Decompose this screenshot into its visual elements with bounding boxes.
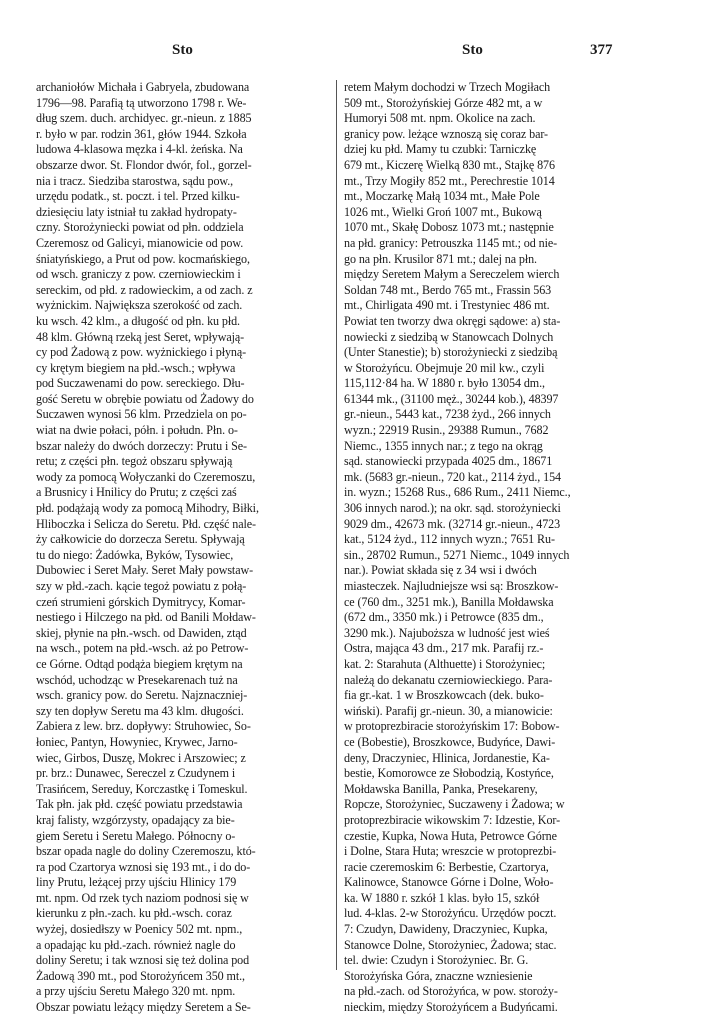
text-line: Humoryi 508 mt. npm. Okolice na zach. [344,111,536,126]
text-line: mk. (5683 gr.-nieun., 720 kat., 2114 żyd., 154 [344,469,561,484]
text-line: 509 mt., Storożyńskiej Górze 482 mt, a w [344,95,543,110]
header-center-keyword: Sto [462,42,483,58]
text-line: wyżnickim. Największa szerokość od zach. [36,298,243,313]
text-line: ce Górne. Odtąd podąża biegiem krętym na [36,656,243,671]
text-line: (Unter Stanestie); b) storożyniecki z siedzibą [344,345,558,360]
text-line: Czeremosz od Galicyi, mianowicie od pow. [36,235,244,250]
text-line: 48 klm. Główną rzeką jest Seret, wpływają- [36,329,245,344]
text-line: 1070 mt., Skałę Dobosz 1073 mt.; następnie [344,220,554,235]
text-line: ce (Bobestie), Broszkowce, Budyńce, Dawi- [344,734,556,749]
text-line: nar.). Powiat składa się z 34 wsi i dwóch [344,563,537,578]
text-line: i Dolne, Stara Huta; wreszcie w protoprezbi- [344,844,557,859]
text-line: Obszar powiatu leżący między Seretem a Se- [36,1000,251,1015]
text-line: urzędu podatk., st. poczt. i tel. Przed kilku- [36,189,240,204]
text-line: pod Suczawenami do pow. sereckiego. Dłu- [36,376,245,391]
text-line: ży całkowicie do dorzecza Seretu. Spływają [36,532,245,547]
text-line: 61344 mk., (31100 męż., 30244 kob.), 48397 [344,391,559,406]
text-line: dług szem. duch. archidyec. gr.-nieun. z 1885 [36,111,252,126]
text-line: 1026 mt., Wielki Groń 1007 mt., Bukową [344,204,542,219]
text-line: 679 mt., Kiczerę Wielką 830 mt., Stajkę 876 [344,157,555,172]
text-line: dziej ku płd. Mamy tu czubki: Tarniczkę [344,142,537,157]
text-line: płd. podążają wody za pomocą Mihodry, Biłki, [36,501,259,516]
text-line: między Seretem Małym a Sereczelem wierch [344,267,560,282]
text-line: gr.-nieun., 5443 kat., 7238 żyd., 266 innych [344,407,551,422]
column-divider [336,80,337,970]
text-line: wsch. granicy pow. do Seretu. Najznaczniej- [36,688,248,703]
text-line: cy krętym biegiem na płd.-wsch.; wpływa [36,360,236,375]
text-line: 306 innych narod.); na okr. sąd. storożyniecki [344,501,561,516]
text-line: 9029 dm., 42673 mk. (32714 gr.-nieun., 4723 [344,516,561,531]
text-line: w Storożyńcu. Obejmuje 20 mil kw., czyli [344,360,545,375]
text-line: pr. brz.: Dunawec, Sereczel z Czudynem i [36,766,236,781]
text-line: fia gr.-kat. 1 w Broszkowcach (dek. buko- [344,688,544,703]
text-line: skiej, płynie na płn.-wsch. od Dawiden, ztąd [36,625,247,640]
text-line: 7: Czudyn, Dawideny, Draczyniec, Kupka, [344,922,548,937]
text-line: cy pod Żadową z pow. wyżnickiego i płyną- [36,345,247,360]
text-line: Ropcze, Storożyniec, Suczaweny i Żadowa; w [344,797,565,812]
text-line: łoniec, Pantyn, Howyniec, Krywec, Jarno- [36,734,238,749]
text-line: mt., Moczarkę Małą 1034 mt., Małe Pole [344,189,540,204]
text-line: nowiecki z siedzibą w Stanowcach Dolnych [344,329,554,344]
text-line: Mołdawska Banilla, Panka, Presekareny, [344,781,538,796]
text-line: wiński). Parafij gr.-nieun. 30, a mianowicie: [344,703,553,718]
text-line: wody za pomocą Wołyczanki do Czeremoszu, [36,469,256,484]
text-line: lud. 4-klas. 2-w Storożyńcu. Urzędów poczt. [344,906,557,921]
text-line: na wsch., potem na płd.-wsch. aż po Petrow- [36,641,249,656]
text-line: Storożyńska Góra, znaczne wzniesienie [344,968,533,983]
text-line: szy w płd.-zach. kącie tegoż powiatu z połą- [36,579,247,593]
text-line: retem Małym dochodzi w Trzech Mogiłach [344,80,551,94]
text-line: in. wyzn.; 15268 Rus., 686 Rum., 2411 Niemc., [344,485,571,500]
text-line: mt., Trzy Mogiły 852 mt., Perechrestie 1014 [344,173,555,188]
text-line: ce (760 dm., 3251 mk.), Banilla Mołdawska [344,594,554,609]
text-line: retu; z części płn. tegoż obszaru spływają [36,454,233,469]
text-line: doliny Seretu; i tak wznosi się też dolina pod [36,953,250,968]
text-line: (672 dm., 3350 mk.) i Petrowce (835 dm., [344,610,544,625]
text-line: Zabiera z lew. brz. dopływy: Struhowiec, So- [36,719,251,734]
text-line: szy ten dopływ Seretu ma 43 klm. długości. [36,703,244,718]
text-line: Stanowce Dolne, Storożyniec, Żadowa; stac. [344,937,557,952]
text-line: na płd. granicy: Petrouszka 1145 mt.; od nie- [344,235,558,250]
text-line: nestiego i Hilczego na płd. od Banili Mołdaw- [36,610,256,625]
text-line: kat. 2: Starahuta (Althuette) i Storożyniec; [344,656,546,671]
text-line: wiec, Girbos, Duszę, Mokrec i Arszowiec; z [36,750,246,765]
header-left-keyword: Sto [172,42,193,58]
text-line: mt., Chirligata 490 mt. i Trestyniec 486 mt. [344,298,550,313]
text-line: tel. dwie: Czudyn i Storożyniec. Br. G. [344,953,529,968]
text-line: nieckim, między Storożyńcem a Budyńcami. [344,1000,558,1015]
text-line: racie czeremoskim 6: Berbestie, Czartorya, [344,859,549,874]
left-column [36,80,326,1016]
text-line: ra pod Czartorya wznosi się 193 mt., i do do- [36,859,251,874]
text-line: od wsch. graniczy z pow. czerniowieckim i [36,267,241,282]
text-line: sin., 28702 Rumun., 5271 Niemc., 1049 innych [344,547,570,562]
text-line: ka. W 1880 r. szkół 1 klas. było 15, szkół [344,890,540,905]
text-line: 1796—98. Parafią tą utworzono 1798 r. We- [36,95,247,110]
text-line: śniatyńskiego, a Prut od pow. kocmańskiego, [36,251,250,266]
text-line: wyzn.; 22919 Rusin., 29388 Rumun., 7682 [344,423,549,438]
text-line: a Brusnicy i Hnilicy do Prutu; z części zaś [36,485,237,500]
text-line: ku wsch. 42 klm., a długość od płn. ku płd. [36,313,240,328]
text-line: granicy pow. leżące wznoszą się coraz bar- [344,126,548,141]
page-header [0,42,720,64]
text-line: liny Prutu, leżącej przy ujściu Hlinicy 179 [36,875,237,890]
text-line: a opadając ku płd.-zach. również nagle do [36,937,236,952]
text-line: wyżej, dosiedłszy w Poenicy 502 mt. npm., [36,922,243,937]
text-line: dziesięciu laty istniał tu zakład hydropaty- [36,204,237,219]
text-line: go na płn. Krusilor 871 mt.; dalej na płn. [344,251,537,266]
text-line: wiat na dwie połaci, półn. i połudn. Płn. o- [36,423,238,438]
text-line: sereckim, od płd. z radowieckim, a od zach. z [36,282,253,297]
text-line: w protoprezbiracie storożyńskim 17: Bobow- [344,719,560,734]
text-line: kat., 5124 żyd., 112 innych wyzn.; 7651 Ru- [344,532,555,547]
text-line: gość Seretu w obrębie powiatu od Żadowy do [36,391,254,406]
text-line: kraj falisty, wzgórzysty, opadający za bie- [36,812,235,827]
text-line: bestie, Komorowce ze Słobodzią, Kostyńce, [344,766,554,781]
text-line: Soldan 748 mt., Berdo 765 mt., Frassin 563 [344,282,552,297]
text-line: na płd.-zach. od Storożyńca, w pow. storoży- [344,984,558,999]
text-line: 115,112·84 ha. W 1880 r. było 13054 dm., [344,376,545,391]
text-line: Tak płn. jak płd. część powiatu przedstawia [36,797,243,812]
text-line: czny. Storożyniecki powiat od płn. oddziela [36,220,244,235]
text-line: ludowa 4-klasowa męzka i 4-kl. żeńska. Na [36,142,243,157]
text-line: Hliboczka i Selicza do Seretu. Płd. część nale- [36,516,256,531]
text-line: należą do dekanatu czerniowieckiego. Para- [344,672,553,687]
text-line: czestie, Kupka, Nowa Huta, Petrowce Górne [344,828,557,843]
text-line: Powiat ten tworzy dwa okręgi sądowe: a) sta- [344,313,561,328]
text-line: wschód, uchodząc w Presekarenach tuż na [36,672,238,687]
text-line: tu do niego: Żadówka, Byków, Tysowiec, [36,547,234,562]
text-line: obszarze dwor. St. Flondor dwór, fol., gorzel- [36,157,252,172]
text-line: bszar należy do dwóch dorzeczy: Prutu i Se- [36,438,247,453]
text-line: a przy ujściu Seretu Małego 320 mt. npm. [36,984,236,999]
text-line: giem Seretu i Seretu Małego. Północny o- [36,828,236,843]
text-line: deny, Draczyniec, Hlinica, Jordanestie, Ka- [344,750,550,765]
text-line: Trasińcem, Sereduy, Korczastkę i Tomeskul. [36,781,248,796]
text-line: miasteczek. Najludniejsze wsi są: Broszkow- [344,579,559,593]
text-line: Niemc., 1355 innych nar.; z tego na okrąg [344,438,543,453]
text-line: Kalinowce, Stanowce Górne i Dolne, Woło- [344,875,554,890]
text-line: mt. npm. Od rzek tych naziom podnosi się w [36,890,249,905]
text-line: protoprezbiracie wikowskim 7: Idzestie, Kor- [344,812,560,827]
text-line: sąd. stanowiecki przypada 4025 dm., 18671 [344,454,553,469]
text-line: kierunku z płn.-zach. ku płd.-wsch. coraz [36,906,232,921]
text-line: nia i tracz. Siedziba starostwa, sądu pow., [36,173,234,188]
text-line: Suczawen wynosi 56 klm. Przedziela on po- [36,407,247,422]
text-line: archaniołów Michała i Gabryela, zbudowana [36,80,250,94]
text-line: r. było w par. rodzin 361, głów 1944. Szkoła [36,126,247,141]
text-line: Dubowiec i Seret Mały. Seret Mały powstaw- [36,563,254,578]
text-line: bszar opada nagle do doliny Czeremoszu, któ- [36,844,256,859]
text-line: czeń strumieni górskich Dymitrycy, Komar- [36,594,246,609]
right-column [344,80,634,1016]
text-line: Żadową 390 mt., pod Storożyńcem 350 mt., [36,968,245,983]
text-line: 3290 mk.). Najuboższa w ludność jest wieś [344,625,550,640]
page-number: 377 [590,42,613,58]
text-line: Ostra, mająca 43 dm., 217 mk. Parafij rz.- [344,641,544,656]
